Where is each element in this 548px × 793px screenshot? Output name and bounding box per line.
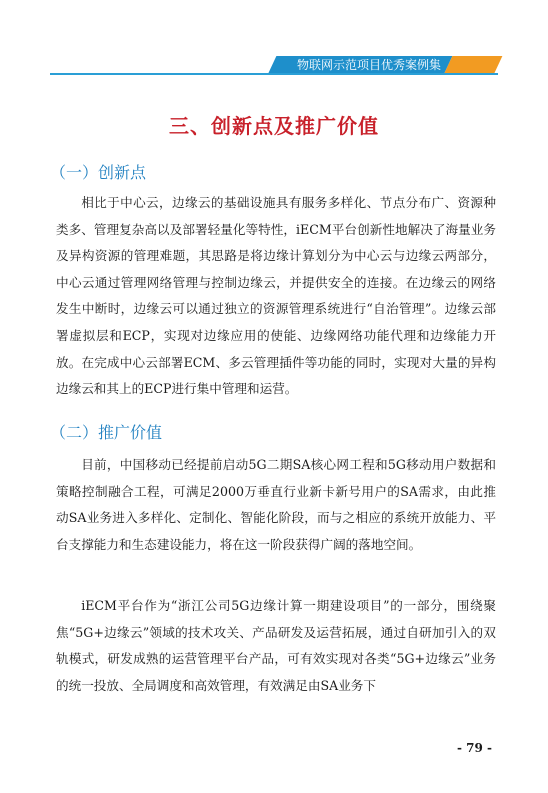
section-heading-innovation: （一）创新点 xyxy=(50,163,147,182)
paragraph-promotion-1: 目前，中国移动已经提前启动5G二期SA核心网工程和5G移动用户数据和策略控制融合工程，可满足2000万垂直行业新卡新号用户的SA需求，由此推动SA业务进入多样化、定制化、智能化阶段，而与之相应的系统开放能力、平台支撑能力和生态建设能力，将在这一阶段获得广阔的落地空间。 xyxy=(56,457,496,552)
paragraph-promotion-2: iECM平台作为“浙江公司5G边缘计算一期建设项目”的一部分，围绕聚焦“5G+边缘云”领域的技术攻关、产品研发及运营拓展，通过自研加引入的双轨模式，研发成熟的运营管理平台产品，可有效实现对各类“5G+边缘云”业务的统一投放、全局调度和高效管理，有效满足由SA业务下 xyxy=(56,598,496,693)
paragraph-innovation: 相比于中心云，边缘云的基础设施具有服务多样化、节点分布广、资源种类多、管理复杂高以及部署轻量化等特性，iECM平台创新性地解决了海量业务及异构资源的管理难题，其思路是将边缘计算划分为中心云与边缘云两部分，中心云通过管理网络管理与控制边缘云，并提供安全的连接。在边缘云的网络发生中断时，边缘云可以通过独立的资源管理系统进行“自治管理”。边缘云部署虚拟层和ECP，实现对边缘应用的使能、边缘网络功能代理和边缘能力开放。在完成中心云部署ECM、多云管理插件等功能的同时，实现对大量的异构边缘云和其上的ECP进行集中管理和运营。 xyxy=(56,195,496,397)
header-banner-text: 物联网示范项目优秀案例集 xyxy=(296,58,441,72)
section-heading-promotion: （二）推广价值 xyxy=(50,423,163,442)
chapter-title: 三、创新点及推广价值 xyxy=(169,114,379,138)
page-number: - 79 - xyxy=(456,741,492,755)
header-rule xyxy=(50,73,498,75)
